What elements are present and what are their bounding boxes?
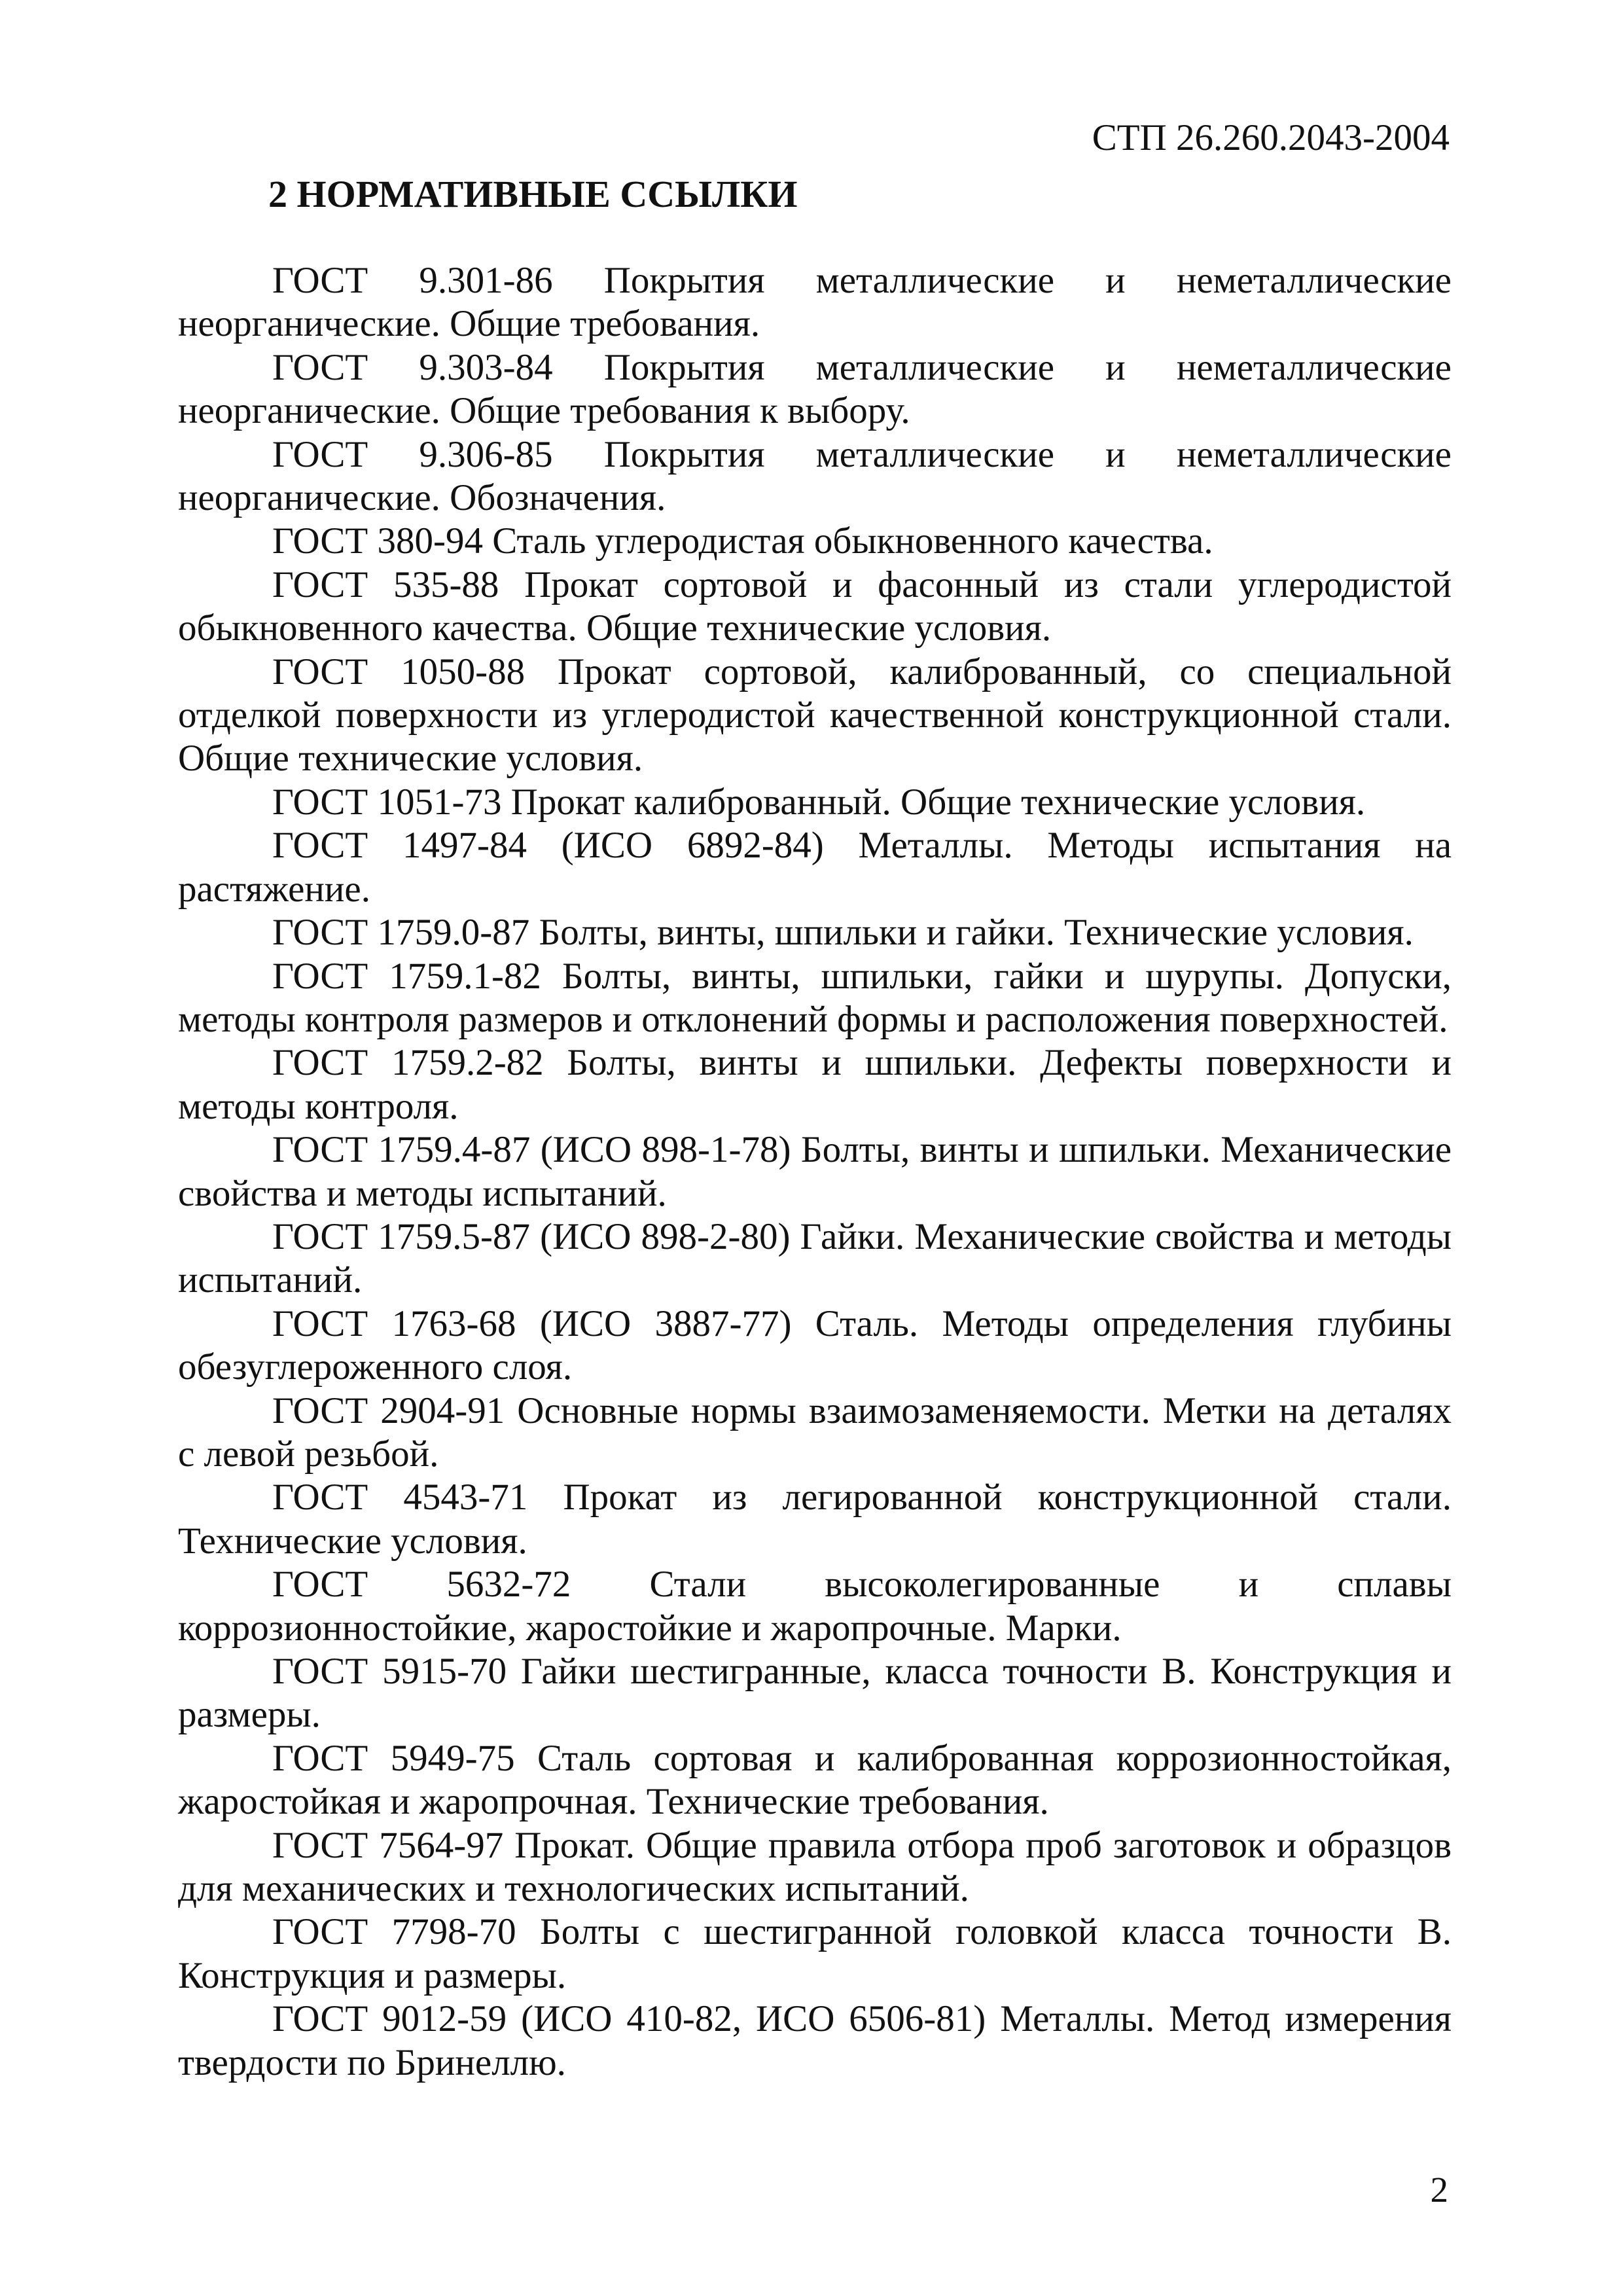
section-title: 2 НОРМАТИВНЫЕ ССЫЛКИ bbox=[268, 173, 798, 215]
reference-item: ГОСТ 5949-75 Сталь сортовая и калиброванная коррозионностойкая, жаростойкая и жаропрочная. Технические требования. bbox=[178, 1737, 1452, 1823]
reference-item: ГОСТ 9.301-86 Покрытия металлические и неметаллические неорганические. Общие требования. bbox=[178, 260, 1452, 345]
reference-item: ГОСТ 535-88 Прокат сортовой и фасонный из стали углеродистой обыкновенного качества. Общие технические условия. bbox=[178, 564, 1452, 649]
reference-item: ГОСТ 2904-91 Основные нормы взаимозаменяемости. Метки на деталях с левой резьбой. bbox=[178, 1390, 1452, 1475]
reference-item: ГОСТ 9.306-85 Покрытия металлические и неметаллические неорганические. Обозначения. bbox=[178, 433, 1452, 519]
reference-item: ГОСТ 9.303-84 Покрытия металлические и неметаллические неорганические. Общие требования к выбору. bbox=[178, 346, 1452, 432]
reference-item: ГОСТ 9012-59 (ИСО 410-82, ИСО 6506-81) Металлы. Метод измерения твердости по Бринеллю. bbox=[178, 1998, 1452, 2083]
reference-item: ГОСТ 7564-97 Прокат. Общие правила отбора проб заготовок и образцов для механических и технологических испытаний. bbox=[178, 1824, 1452, 1910]
reference-item: ГОСТ 1051-73 Прокат калиброванный. Общие технические условия. bbox=[272, 781, 1366, 823]
reference-item: ГОСТ 380-94 Сталь углеродистая обыкновенного качества. bbox=[272, 520, 1213, 562]
reference-item: ГОСТ 5632-72 Стали высоколегированные и сплавы коррозионностойкие, жаростойкие и жаропрочные. Марки. bbox=[178, 1564, 1452, 1649]
reference-item: ГОСТ 1763-68 (ИСО 3887-77) Сталь. Методы определения глубины обезуглероженного слоя. bbox=[178, 1302, 1452, 1388]
reference-item: ГОСТ 5915-70 Гайки шестигранные, класса точности В. Конструкция и размеры. bbox=[178, 1651, 1452, 1736]
references-list bbox=[178, 259, 1452, 2085]
reference-item: ГОСТ 4543-71 Прокат из легированной конструкционной стали. Технические условия. bbox=[178, 1477, 1452, 1562]
reference-item: ГОСТ 1497-84 (ИСО 6892-84) Металлы. Методы испытания на растяжение. bbox=[178, 825, 1452, 910]
page-number: 2 bbox=[1430, 2170, 1448, 2210]
reference-item: ГОСТ 7798-70 Болты с шестигранной головкой класса точности В. Конструкция и размеры. bbox=[178, 1911, 1452, 1996]
reference-item: ГОСТ 1759.5-87 (ИСО 898-2-80) Гайки. Механические свойства и методы испытаний. bbox=[178, 1215, 1452, 1301]
reference-item: ГОСТ 1759.2-82 Болты, винты и шпильки. Дефекты поверхности и методы контроля. bbox=[178, 1042, 1452, 1127]
reference-item: ГОСТ 1050-88 Прокат сортовой, калиброванный, со специальной отделкой поверхности из углеродистой качественной конструкционной стали. Общие технические условия. bbox=[178, 651, 1452, 780]
document-code: СТП 26.260.2043-2004 bbox=[1092, 117, 1450, 158]
reference-item: ГОСТ 1759.0-87 Болты, винты, шпильки и гайки. Технические условия. bbox=[272, 912, 1414, 954]
reference-item: ГОСТ 1759.4-87 (ИСО 898-1-78) Болты, винты и шпильки. Механические свойства и методы испытаний. bbox=[178, 1129, 1452, 1214]
reference-item: ГОСТ 1759.1-82 Болты, винты, шпильки, гайки и шурупы. Допуски, методы контроля размеров и отклонений формы и расположения поверхностей. bbox=[178, 955, 1452, 1040]
